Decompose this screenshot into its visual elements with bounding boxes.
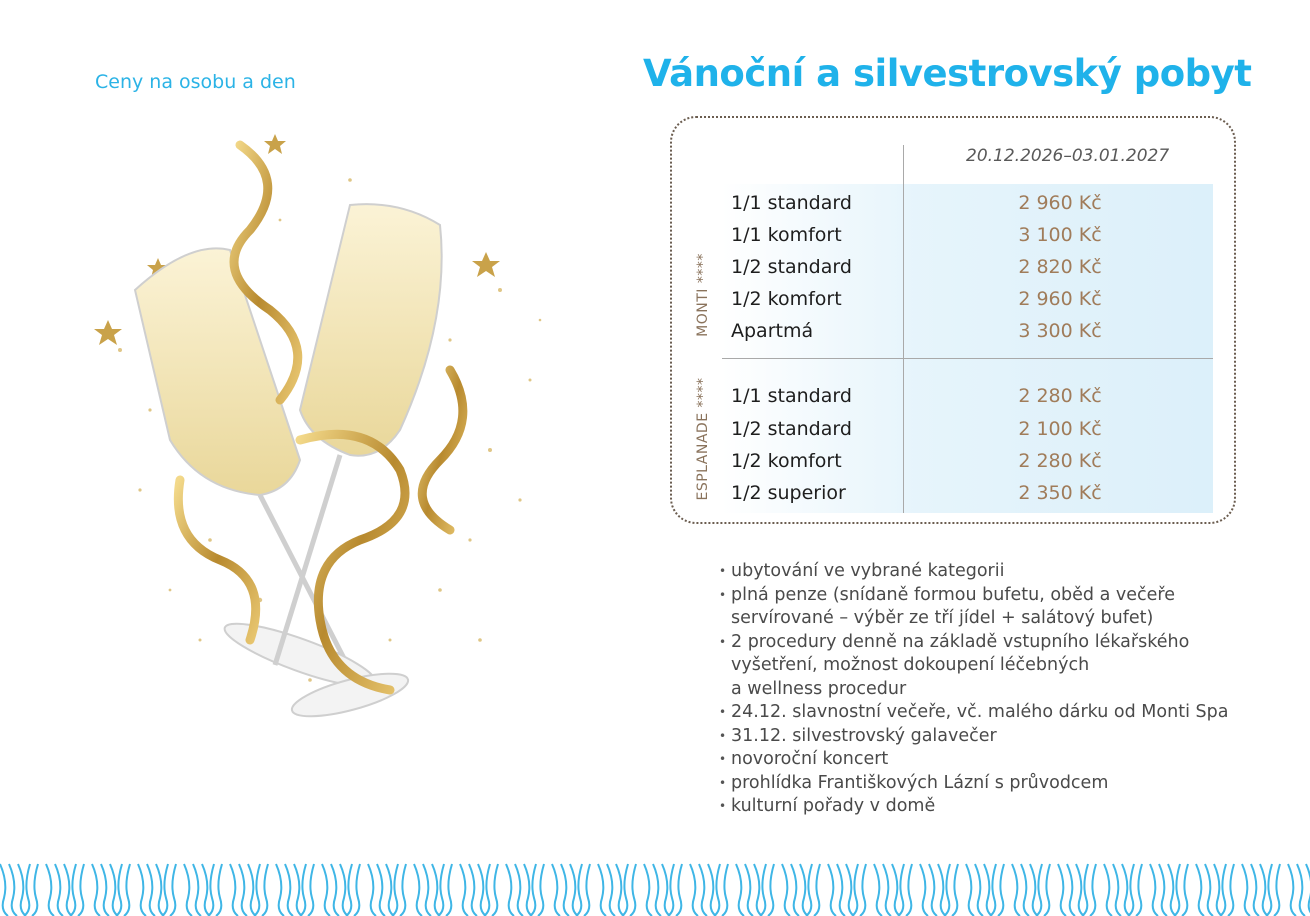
room-price: 3 300 Kč: [1018, 320, 1102, 342]
pattern-stroke: [998, 864, 1004, 916]
pattern-stroke: [1150, 864, 1158, 916]
room-type: 1/2 standard: [731, 418, 852, 440]
decorative-wave-pattern: [0, 862, 1310, 916]
pattern-stroke: [552, 864, 560, 916]
pattern-stroke: [975, 864, 983, 916]
room-price: 2 100 Kč: [1018, 418, 1102, 440]
pattern-stroke: [392, 864, 398, 916]
pattern-stroke: [768, 864, 774, 916]
pattern-stroke: [248, 864, 256, 916]
pattern-stroke: [354, 864, 360, 916]
list-item: • 31.12. silvestrovský galavečer: [719, 725, 1228, 749]
list-item: • prohlídka Františkových Lázní s průvodcem: [719, 772, 1228, 796]
pattern-stroke: [492, 864, 498, 916]
pattern-stroke: [116, 864, 122, 916]
pattern-stroke: [622, 864, 628, 916]
room-type: 1/1 standard: [731, 192, 852, 214]
pattern-stroke: [1274, 864, 1280, 916]
page-subtitle: Ceny na osobu a den: [95, 71, 296, 93]
pattern-stroke: [806, 864, 812, 916]
pattern-stroke: [874, 864, 882, 916]
room-price: 2 280 Kč: [1018, 385, 1102, 407]
room-price: 2 350 Kč: [1018, 482, 1102, 504]
pattern-stroke: [308, 864, 314, 916]
room-price: 2 820 Kč: [1018, 256, 1102, 278]
pattern-stroke: [745, 864, 753, 916]
pattern-stroke: [1128, 864, 1134, 916]
pattern-stroke: [906, 864, 912, 916]
pattern-stroke: [506, 864, 514, 916]
pattern-stroke: [92, 864, 100, 916]
room-type: 1/2 komfort: [731, 288, 842, 310]
pattern-stroke: [460, 864, 468, 916]
pattern-stroke: [644, 864, 652, 916]
pattern-stroke: [892, 864, 900, 916]
pattern-stroke: [938, 864, 946, 916]
room-price: 2 960 Kč: [1018, 192, 1102, 214]
pattern-stroke: [984, 864, 992, 916]
period-header: 20.12.2026–03.01.2027: [966, 146, 1170, 166]
pattern-stroke: [446, 864, 452, 916]
pattern-stroke: [202, 864, 210, 916]
pattern-stroke: [570, 864, 578, 916]
pattern-stroke: [828, 864, 836, 916]
pattern-stroke: [276, 864, 284, 916]
pattern-stroke: [952, 864, 958, 916]
pattern-stroke: [1036, 864, 1042, 916]
pattern-stroke: [1288, 864, 1296, 916]
pattern-stroke: [653, 864, 661, 916]
pattern-stroke: [156, 864, 164, 916]
pattern-stroke: [0, 864, 8, 916]
pattern-stroke: [630, 864, 636, 916]
pattern-stroke: [944, 864, 950, 916]
pattern-stroke: [814, 864, 820, 916]
pattern-stroke: [386, 864, 394, 916]
pattern-stroke: [576, 864, 582, 916]
pattern-stroke: [714, 864, 720, 916]
pattern-stroke: [239, 864, 247, 916]
pattern-stroke: [846, 864, 854, 916]
pattern-stroke: [331, 864, 339, 916]
pattern-stroke: [1012, 864, 1020, 916]
pattern-stroke: [377, 864, 385, 916]
room-price: 2 280 Kč: [1018, 450, 1102, 472]
pattern-stroke: [414, 864, 422, 916]
pattern-stroke: [1242, 864, 1250, 916]
pattern-stroke: [598, 864, 606, 916]
pattern-stroke: [722, 864, 728, 916]
pattern-stroke: [1214, 864, 1222, 916]
hotel-label-esplanade: ESPLANADE ****: [695, 377, 711, 501]
pattern-stroke: [782, 864, 790, 916]
pattern-stroke: [699, 864, 707, 916]
pattern-stroke: [1159, 864, 1167, 916]
pattern-stroke: [438, 864, 444, 916]
list-item: • plná penze (snídaně formou bufetu, oběd a večeře servírované – výběr ze tří jídel + salátový bufet): [719, 584, 1228, 631]
pattern-stroke: [193, 864, 201, 916]
pattern-stroke: [860, 864, 866, 916]
pattern-stroke: [1266, 864, 1272, 916]
pattern-stroke: [515, 864, 523, 916]
pattern-stroke: [423, 864, 431, 916]
pattern-stroke: [346, 864, 352, 916]
pattern-stroke: [690, 864, 698, 916]
pattern-stroke: [1104, 864, 1112, 916]
pattern-stroke: [754, 864, 762, 916]
pattern-stroke: [478, 864, 486, 916]
pattern-stroke: [18, 864, 26, 916]
room-price: 3 100 Kč: [1018, 224, 1102, 246]
pattern-stroke: [990, 864, 996, 916]
pattern-stroke: [616, 864, 624, 916]
pattern-stroke: [254, 864, 260, 916]
hotel-label-monti: MONTI ****: [695, 253, 711, 337]
pattern-stroke: [230, 864, 238, 916]
pattern-stroke: [1205, 864, 1213, 916]
pattern-stroke: [110, 864, 118, 916]
pattern-stroke: [530, 864, 536, 916]
room-type: 1/1 komfort: [731, 224, 842, 246]
pattern-stroke: [294, 864, 302, 916]
pattern-stroke: [124, 864, 130, 916]
pattern-stroke: [340, 864, 348, 916]
pattern-stroke: [929, 864, 937, 916]
champagne-glasses-illustration: [60, 120, 580, 740]
room-price: 2 960 Kč: [1018, 288, 1102, 310]
pattern-stroke: [1122, 864, 1130, 916]
pattern-stroke: [170, 864, 176, 916]
pattern-stroke: [1182, 864, 1188, 916]
pattern-stroke: [584, 864, 590, 916]
pattern-stroke: [78, 864, 84, 916]
room-type: 1/2 standard: [731, 256, 852, 278]
pattern-stroke: [1174, 864, 1180, 916]
pattern-stroke: [322, 864, 330, 916]
pattern-stroke: [837, 864, 845, 916]
pattern-stroke: [9, 864, 17, 916]
pattern-stroke: [1196, 864, 1204, 916]
pattern-stroke: [216, 864, 222, 916]
pattern-stroke: [484, 864, 490, 916]
room-type: 1/1 standard: [731, 385, 852, 407]
pattern-stroke: [400, 864, 406, 916]
pattern-stroke: [883, 864, 891, 916]
pattern-stroke: [1113, 864, 1121, 916]
room-type: 1/2 superior: [731, 482, 846, 504]
pattern-stroke: [70, 864, 76, 916]
pattern-stroke: [24, 864, 30, 916]
pattern-stroke: [1136, 864, 1142, 916]
pattern-stroke: [760, 864, 766, 916]
pattern-stroke: [1251, 864, 1259, 916]
pattern-stroke: [46, 864, 54, 916]
list-item: • ubytování ve vybrané kategorii: [719, 560, 1228, 584]
room-type: Apartmá: [731, 320, 814, 342]
pattern-stroke: [668, 864, 674, 916]
pattern-stroke: [538, 864, 544, 916]
pattern-stroke: [736, 864, 744, 916]
pattern-stroke: [55, 864, 63, 916]
pattern-stroke: [852, 864, 858, 916]
pattern-stroke: [300, 864, 306, 916]
pattern-stroke: [1082, 864, 1088, 916]
pattern-stroke: [1297, 864, 1305, 916]
pattern-stroke: [208, 864, 214, 916]
pattern-stroke: [966, 864, 974, 916]
pattern-stroke: [32, 864, 38, 916]
pattern-stroke: [898, 864, 904, 916]
pattern-stroke: [1030, 864, 1038, 916]
pattern-stroke: [1021, 864, 1029, 916]
pattern-stroke: [800, 864, 808, 916]
pattern-stroke: [1260, 864, 1268, 916]
pattern-stroke: [1220, 864, 1226, 916]
pattern-stroke: [162, 864, 168, 916]
pattern-stroke: [524, 864, 532, 916]
pattern-stroke: [708, 864, 716, 916]
list-item: • 24.12. slavnostní večeře, vč. malého dárku od Monti Spa: [719, 701, 1228, 725]
pattern-stroke: [101, 864, 109, 916]
pattern-stroke: [1058, 864, 1066, 916]
pattern-stroke: [285, 864, 293, 916]
page-title: Vánoční a silvestrovský pobyt: [643, 52, 1252, 95]
pattern-stroke: [791, 864, 799, 916]
pattern-stroke: [1044, 864, 1050, 916]
pattern-stroke: [607, 864, 615, 916]
pattern-stroke: [1090, 864, 1096, 916]
pattern-stroke: [368, 864, 376, 916]
pattern-stroke: [676, 864, 682, 916]
hotel-divider: [722, 358, 1213, 359]
pattern-stroke: [469, 864, 477, 916]
included-services-list: [719, 560, 1228, 819]
column-divider: [903, 145, 904, 513]
pattern-stroke: [662, 864, 670, 916]
pattern-stroke: [432, 864, 440, 916]
pattern-stroke: [138, 864, 146, 916]
pattern-stroke: [920, 864, 928, 916]
pattern-stroke: [1306, 864, 1310, 916]
room-type: 1/2 komfort: [731, 450, 842, 472]
pattern-stroke: [184, 864, 192, 916]
pattern-stroke: [1067, 864, 1075, 916]
pattern-stroke: [1168, 864, 1176, 916]
pattern-stroke: [561, 864, 569, 916]
pattern-stroke: [64, 864, 72, 916]
list-item: • kulturní pořady v domě: [719, 795, 1228, 819]
pattern-stroke: [262, 864, 268, 916]
pattern-stroke: [1076, 864, 1084, 916]
list-item: • novoroční koncert: [719, 748, 1228, 772]
list-item: • 2 procedury denně na základě vstupního lékařského vyšetření, možnost dokoupení léčebných a wellness procedur: [719, 631, 1228, 702]
pattern-stroke: [147, 864, 155, 916]
pattern-stroke: [1228, 864, 1234, 916]
